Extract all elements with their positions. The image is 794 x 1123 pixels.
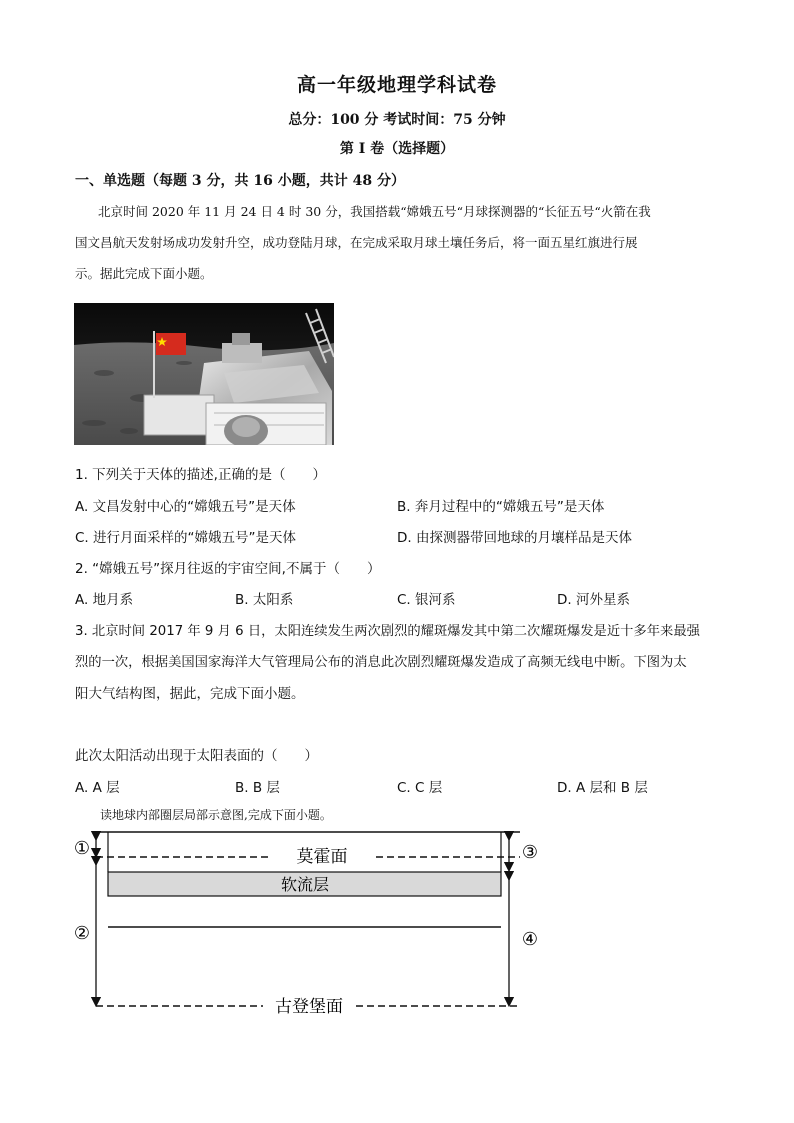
asthenosphere-label: 软流层	[280, 875, 330, 894]
q3-stem-line-3: 阳大气结构图，据此，完成下面小题。	[75, 686, 305, 702]
q4-intro: 读地球内部圈层局部示意图,完成下面小题。	[100, 808, 332, 822]
label-3: ③	[521, 842, 539, 863]
q3-option-a[interactable]: A. A 层	[75, 780, 120, 796]
q3-question: 此次太阳活动出现于太阳表面的（ ）	[75, 748, 318, 764]
label-1: ①	[73, 838, 91, 859]
q1-option-c[interactable]: C. 进行月面采样的“嫦娥五号”是天体	[75, 530, 296, 546]
score-time-info: 总分：100 分 考试时间：75 分钟	[288, 112, 506, 128]
intro-line-2: 国文昌航天发射场成功发射升空，成功登陆月球，在完成采取月球土壤任务后，将一面五星红旗进行展	[75, 235, 638, 250]
label-2: ②	[73, 923, 91, 944]
earth-layers-diagram	[68, 826, 548, 1022]
intro-line-1: 北京时间 2020 年 11 月 24 日 4 时 30 分，我国搭载“嫦娥五号“月球探测器的“长征五号“火箭在我	[98, 204, 651, 219]
q1-option-a[interactable]: A. 文昌发射中心的“嫦娥五号”是天体	[75, 499, 296, 515]
volume-heading: 第 I 卷（选择题）	[339, 141, 455, 157]
q2-stem: 2. “嫦娥五号”探月往返的宇宙空间,不属于（ ）	[75, 561, 381, 577]
q1-option-b[interactable]: B. 奔月过程中的“嫦娥五号”是天体	[397, 499, 605, 515]
label-4: ④	[521, 929, 539, 950]
q2-option-c[interactable]: C. 银河系	[397, 592, 456, 608]
q2-option-b[interactable]: B. 太阳系	[235, 592, 294, 608]
q3-option-c[interactable]: C. C 层	[397, 780, 443, 796]
page-title: 高一年级地理学科试卷	[296, 74, 497, 96]
section-heading: 一、单选题（每题 3 分，共 16 小题，共计 48 分）	[75, 173, 405, 189]
q1-stem: 1. 下列关于天体的描述,正确的是（ ）	[75, 467, 326, 483]
q3-stem-line-2: 烈的一次，根据美国国家海洋大气管理局公布的消息此次剧烈耀斑爆发造成了高频无线电中断。下图为太	[75, 655, 687, 670]
intro-line-3: 示。据此完成下面小题。	[75, 266, 213, 281]
q1-option-d[interactable]: D. 由探测器带回地球的月壤样品是天体	[397, 530, 632, 546]
q2-option-d[interactable]: D. 河外星系	[557, 592, 630, 608]
q3-option-d[interactable]: D. A 层和 B 层	[557, 780, 648, 796]
q2-option-a[interactable]: A. 地月系	[75, 592, 134, 608]
change5-lunar-photo	[74, 303, 334, 445]
moho-label: 莫霍面	[296, 847, 348, 867]
gutenberg-label: 古登堡面	[275, 997, 343, 1017]
q3-stem-line-1: 3. 北京时间 2017 年 9 月 6 日，太阳连续发生两次剧烈的耀斑爆发其中第二次耀斑爆发是近十多年来最强	[75, 624, 700, 639]
q3-option-b[interactable]: B. B 层	[235, 780, 280, 796]
